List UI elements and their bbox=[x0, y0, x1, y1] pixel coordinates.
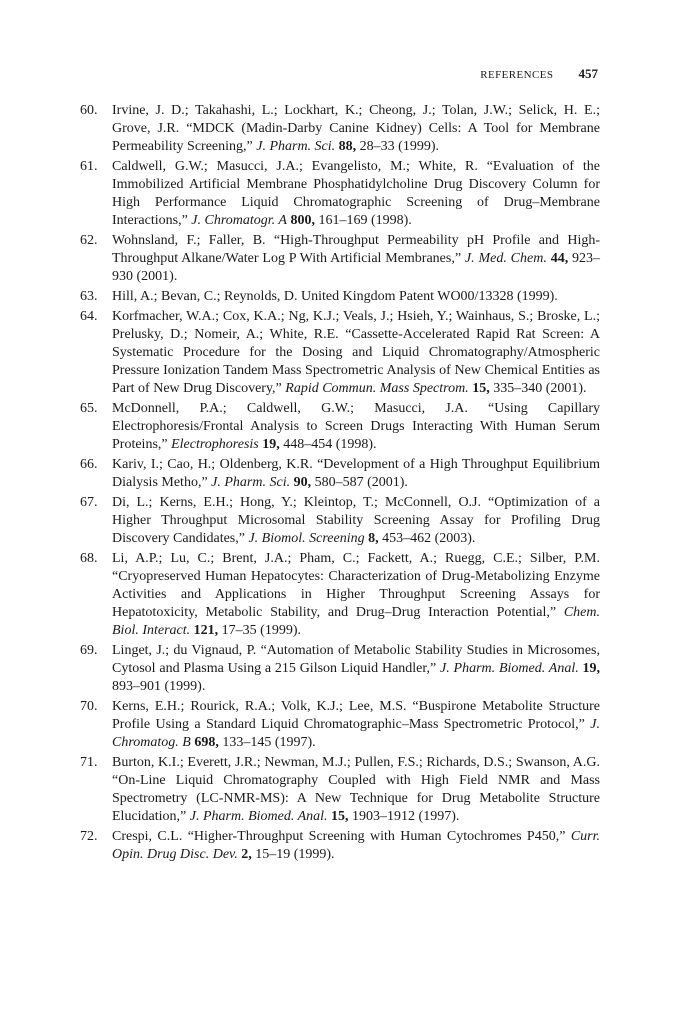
reference-pages: 133–145 (1997). bbox=[222, 735, 316, 750]
reference-text: Kariv, I.; Cao, H.; Oldenberg, K.R. “Development of a High Throughput Equilibrium Dialysis Metho,” bbox=[112, 457, 600, 490]
reference-volume: 19, bbox=[582, 661, 601, 676]
reference-entry bbox=[80, 158, 600, 230]
reference-entry bbox=[80, 456, 600, 492]
reference-journal: Electrophoresis bbox=[171, 437, 259, 452]
reference-pages: 15–19 (1999). bbox=[255, 847, 335, 862]
reference-number: 61. bbox=[80, 159, 98, 174]
reference-volume: 44, bbox=[550, 251, 569, 266]
reference-volume: 2, bbox=[241, 847, 252, 862]
reference-journal: J. Pharm. Biomed. Anal. bbox=[189, 809, 328, 824]
reference-volume: 8, bbox=[368, 531, 379, 546]
reference-entry bbox=[80, 828, 600, 864]
reference-volume: 800, bbox=[290, 213, 315, 228]
reference-journal: J. Chromatog. B bbox=[112, 717, 601, 750]
reference-entry bbox=[80, 494, 600, 548]
reference-pages: 893–901 (1999). bbox=[112, 679, 206, 694]
reference-journal: J. Pharm. Sci. bbox=[211, 475, 291, 490]
reference-text: Wohnsland, F.; Faller, B. “High-Throughput Permeability pH Profile and High-Throughput Alkane/Water Log P With Artificial Membranes,” bbox=[112, 233, 600, 266]
reference-number: 63. bbox=[80, 289, 98, 304]
reference-entry bbox=[80, 400, 600, 454]
reference-text: Caldwell, G.W.; Masucci, J.A.; Evangelisto, M.; White, R. “Evaluation of the Immobilized Artificial Membrane Phosphatidylcholine Drug Discovery Column for High Performance Liquid Chromatographic Screening of Drug–Membrane Interactions,” bbox=[112, 159, 600, 228]
reference-journal: J. Pharm. Biomed. Anal. bbox=[440, 661, 579, 676]
reference-text: Burton, K.I.; Everett, J.R.; Newman, M.J.; Pullen, F.S.; Richards, D.S.; Swanson, A.G. “On-Line Liquid Chromatography Coupled with High Field NMR and Mass Spectrometry (LC-NMR-MS): A New Technique for Drug Metabolite Structure Elucidation,” bbox=[112, 755, 600, 824]
reference-number: 62. bbox=[80, 233, 98, 248]
reference-text: Irvine, J. D.; Takahashi, L.; Lockhart, K.; Cheong, J.; Tolan, J.W.; Selick, H. E.; Grove, J.R. “MDCK (Madin-Darby Canine Kidney) Cells: A Tool for Membrane Permeability Screening,” bbox=[112, 103, 600, 154]
reference-list bbox=[80, 102, 600, 866]
reference-entry bbox=[80, 642, 600, 696]
reference-volume: 19, bbox=[262, 437, 280, 452]
reference-entry bbox=[80, 308, 600, 398]
reference-pages: 448–454 (1998). bbox=[283, 437, 377, 452]
reference-pages: 1903–1912 (1997). bbox=[352, 809, 460, 824]
running-head-title: REFERENCES bbox=[480, 69, 554, 81]
reference-pages: 453–462 (2003). bbox=[382, 531, 476, 546]
reference-journal: J. Pharm. Sci. bbox=[256, 139, 336, 154]
reference-text: Korfmacher, W.A.; Cox, K.A.; Ng, K.J.; Veals, J.; Hsieh, Y.; Wainhaus, S.; Broske, L.; Prelusky, D.; Nomeir, A.; White, R.E. “Cassette-Accelerated Rapid Rat Screen: A Systematic Procedure for the Dosing and Liquid Chromatography/Atmospheric Pressure Ionization Tandem Mass Spectrometric Analysis of New Chemical Entities as Part of New Drug Discovery,” bbox=[112, 309, 600, 396]
page-number: 457 bbox=[578, 66, 598, 81]
reference-journal: J. Biomol. Screening bbox=[248, 531, 365, 546]
reference-number: 69. bbox=[80, 643, 98, 658]
reference-pages: 161–169 (1998). bbox=[318, 213, 412, 228]
reference-entry bbox=[80, 288, 600, 306]
reference-volume: 15, bbox=[472, 381, 490, 396]
reference-text: Crespi, C.L. “Higher-Throughput Screening with Human Cytochromes P450,” bbox=[112, 829, 566, 844]
reference-pages: 580–587 (2001). bbox=[314, 475, 408, 490]
reference-pages: 17–35 (1999). bbox=[221, 623, 301, 638]
reference-number: 72. bbox=[80, 829, 98, 844]
reference-text: Li, A.P.; Lu, C.; Brent, J.A.; Pham, C.; Fackett, A.; Ruegg, C.E.; Silber, P.M. “Cryopreserved Human Hepatocytes: Characterization of Drug-Metabolizing Enzyme Activities and Applications in Higher Throughput Screening Assays for Hepatotoxicity, Metabolic Stability, and Drug–Drug Interaction Potential,” bbox=[112, 551, 600, 620]
reference-text: Hill, A.; Bevan, C.; Reynolds, D. United Kingdom Patent WO00/13328 (1999). bbox=[112, 289, 558, 304]
reference-pages: 335–340 (2001). bbox=[493, 381, 587, 396]
reference-volume: 121, bbox=[193, 623, 219, 638]
reference-number: 68. bbox=[80, 551, 98, 566]
reference-journal: Curr. Opin. Drug Disc. Dev. bbox=[112, 829, 600, 862]
reference-number: 64. bbox=[80, 309, 98, 324]
reference-number: 71. bbox=[80, 755, 98, 770]
reference-volume: 88, bbox=[338, 139, 357, 154]
reference-journal: Chem. Biol. Interact. bbox=[112, 605, 600, 638]
reference-number: 67. bbox=[80, 495, 98, 510]
reference-volume: 15, bbox=[331, 809, 349, 824]
reference-pages: 28–33 (1999). bbox=[359, 139, 439, 154]
reference-text: Kerns, E.H.; Rourick, R.A.; Volk, K.J.; Lee, M.S. “Buspirone Metabolite Structure Profile Using a Standard Liquid Chromatographic–Mass Spectrometric Protocol,” bbox=[112, 699, 600, 732]
reference-number: 65. bbox=[80, 401, 98, 416]
reference-pages: 923–930 (2001). bbox=[112, 251, 601, 284]
reference-number: 60. bbox=[80, 103, 98, 118]
reference-number: 66. bbox=[80, 457, 98, 472]
reference-journal: J. Med. Chem. bbox=[464, 251, 547, 266]
reference-text: Linget, J.; du Vignaud, P. “Automation of Metabolic Stability Studies in Microsomes, Cytosol and Plasma Using a 215 Gilson Liquid Handler,” bbox=[112, 643, 600, 676]
reference-entry bbox=[80, 698, 600, 752]
reference-journal: Rapid Commun. Mass Spectrom. bbox=[285, 381, 469, 396]
reference-volume: 90, bbox=[293, 475, 312, 490]
reference-entry bbox=[80, 232, 600, 286]
reference-text: Di, L.; Kerns, E.H.; Hong, Y.; Kleintop, T.; McConnell, O.J. “Optimization of a Higher Throughput Microsomal Stability Screening Assay for Profiling Drug Discovery Candidates,” bbox=[112, 495, 600, 546]
reference-entry bbox=[80, 550, 600, 640]
running-head bbox=[480, 66, 598, 82]
reference-number: 70. bbox=[80, 699, 98, 714]
reference-entry bbox=[80, 102, 600, 156]
reference-volume: 698, bbox=[194, 735, 219, 750]
reference-entry bbox=[80, 754, 600, 826]
reference-journal: J. Chromatogr. A bbox=[191, 213, 287, 228]
reference-text: McDonnell, P.A.; Caldwell, G.W.; Masucci, J.A. “Using Capillary Electrophoresis/Frontal Analysis to Screen Drugs Interacting With Human Serum Proteins,” bbox=[112, 401, 600, 452]
